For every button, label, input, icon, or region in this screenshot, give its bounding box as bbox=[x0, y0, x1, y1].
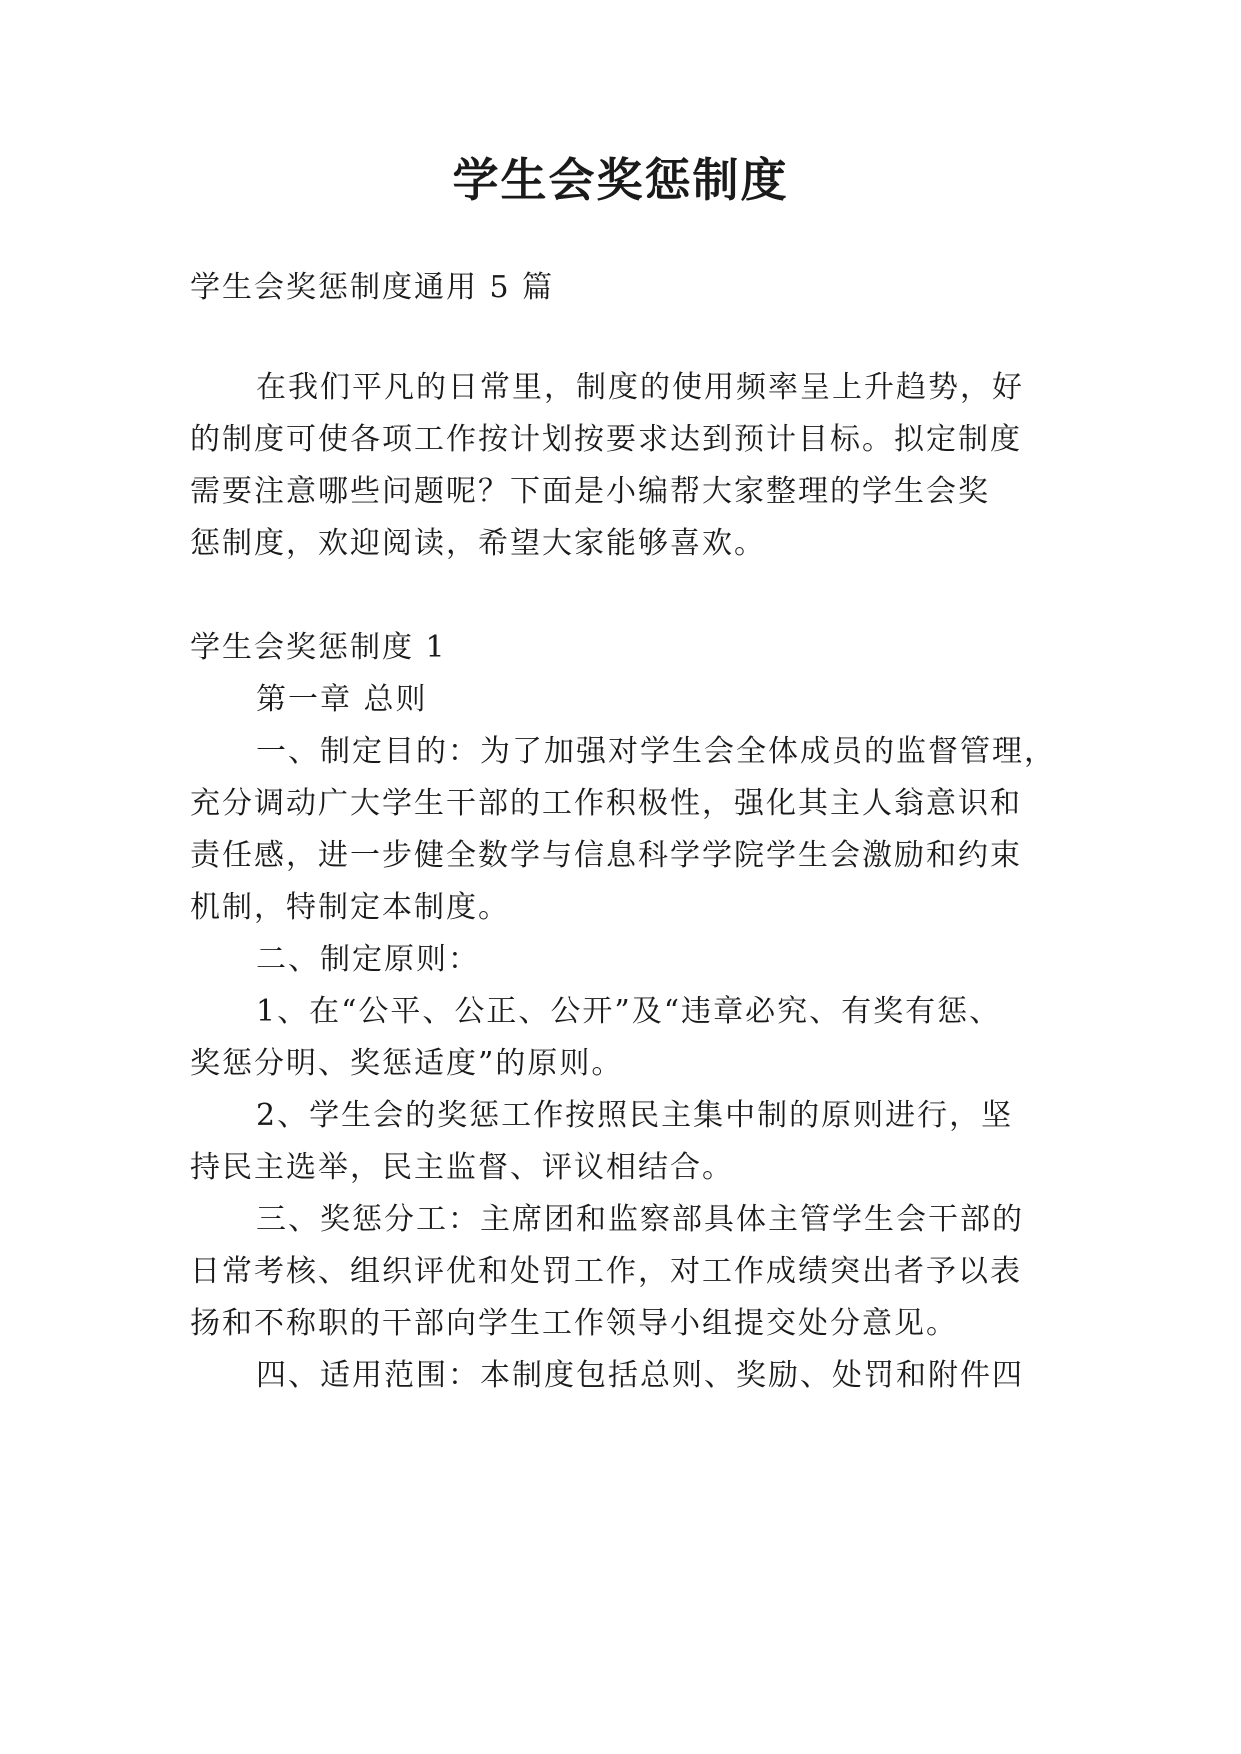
body-line: 一、制定目的：为了加强对学生会全体成员的监督管理， bbox=[256, 734, 1056, 769]
section-heading: 学生会奖惩制度 1 bbox=[190, 630, 447, 665]
body-line: 2、学生会的奖惩工作按照民主集中制的原则进行，坚 bbox=[256, 1098, 1014, 1133]
body-line: 充分调动广大学生干部的工作积极性，强化其主人翁意识和 bbox=[190, 786, 1022, 821]
body-line: 1、在“公平、公正、公开”及“违章必究、有奖有惩、 bbox=[256, 994, 1002, 1029]
body-line: 四、适用范围：本制度包括总则、奖励、处罚和附件四 bbox=[256, 1358, 1024, 1393]
body-line: 扬和不称职的干部向学生工作领导小组提交处分意见。 bbox=[190, 1306, 958, 1341]
page-title: 学生会奖惩制度 bbox=[452, 153, 789, 207]
body-line: 机制，特制定本制度。 bbox=[190, 890, 510, 925]
intro-line: 在我们平凡的日常里，制度的使用频率呈上升趋势，好 bbox=[256, 370, 1024, 405]
intro-line: 惩制度，欢迎阅读，希望大家能够喜欢。 bbox=[190, 526, 766, 561]
body-line: 三、奖惩分工：主席团和监察部具体主管学生会干部的 bbox=[256, 1202, 1024, 1237]
body-line: 责任感，进一步健全数学与信息科学学院学生会激励和约束 bbox=[190, 838, 1022, 873]
chapter-heading: 第一章 总则 bbox=[256, 682, 428, 717]
body-line: 持民主选举，民主监督、评议相结合。 bbox=[190, 1150, 734, 1185]
intro-line: 的制度可使各项工作按计划按要求达到预计目标。拟定制度 bbox=[190, 422, 1022, 457]
body-line: 二、制定原则： bbox=[256, 942, 480, 977]
body-line: 日常考核、组织评优和处罚工作，对工作成绩突出者予以表 bbox=[190, 1254, 1022, 1289]
intro-line: 需要注意哪些问题呢？下面是小编帮大家整理的学生会奖 bbox=[190, 474, 990, 509]
subtitle: 学生会奖惩制度通用 5 篇 bbox=[190, 270, 555, 305]
body-line: 奖惩分明、奖惩适度”的原则。 bbox=[190, 1046, 624, 1081]
